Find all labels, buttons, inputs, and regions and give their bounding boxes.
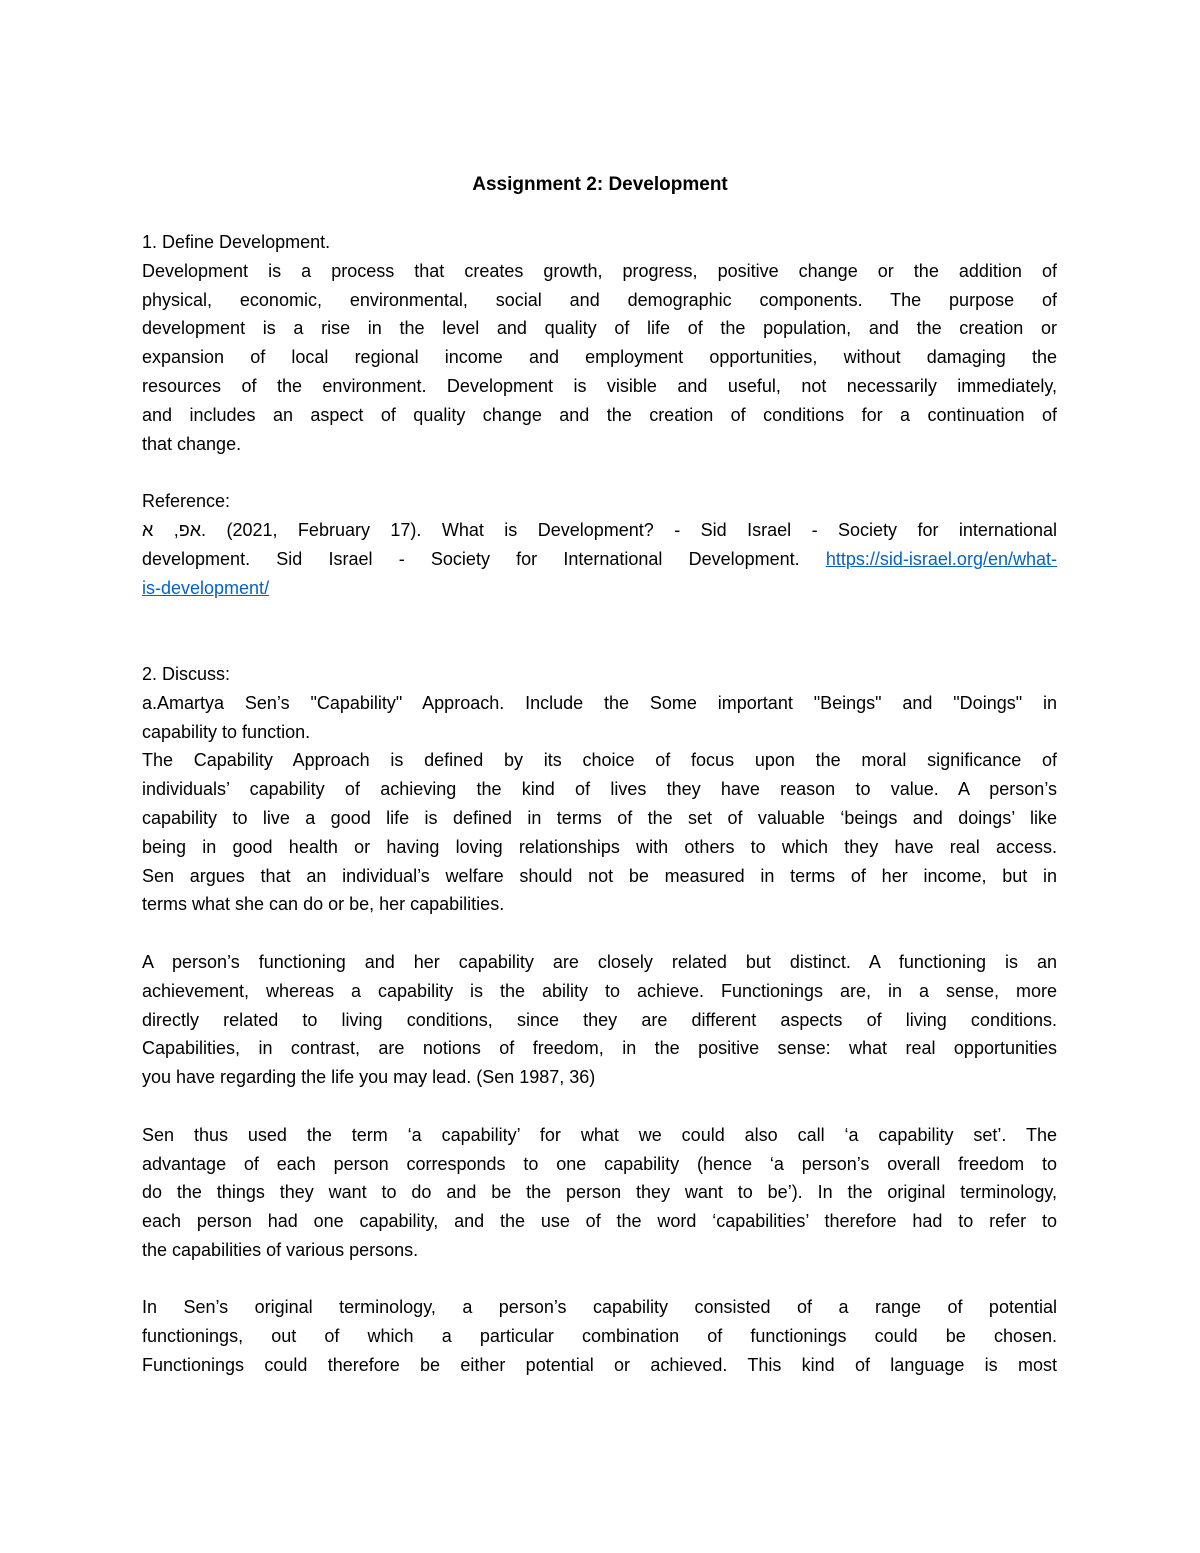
line-text: capability to live a good life is defined in terms of the set of valuable ‘beings and doings’ like [142,807,1057,828]
text-line [142,343,1057,372]
line-text: expansion of local regional income and employment opportunities, without damaging the [142,347,1057,368]
line-text: directly related to living conditions, since they are different aspects of living conditions. [142,1009,1057,1030]
line-text: individuals’ capability of achieving the kind of lives they have reason to value. A person’s [142,779,1057,800]
text-line [142,977,1057,1006]
line-text: the capabilities of various persons. [142,1239,419,1260]
text-line [142,631,1057,660]
text-line [142,660,1057,689]
text-line [142,1150,1057,1179]
text-line [142,1092,1057,1121]
line-text: advantage of each person corresponds to one capability (hence ‘a person’s overall freedom to [142,1153,1057,1174]
text-line [142,718,1057,747]
line-text: that change. [142,433,242,454]
line-text: being in good health or having loving relationships with others to which they have real access. [142,836,1057,857]
line-text: you have regarding the life you may lead. (Sen 1987, 36) [142,1067,596,1088]
reference-link[interactable]: https://sid-israel.org/en/what- [825,548,1057,569]
text-line [142,228,1057,257]
text-line [142,1006,1057,1035]
text-line [142,775,1057,804]
text-line [142,919,1057,948]
line-text: The Capability Approach is defined by its choice of focus upon the moral significance of [142,750,1057,771]
line-text: development is a rise in the level and quality of life of the population, and the creation or [142,318,1057,339]
line-text: Development is a process that creates growth, progress, positive change or the addition of [142,260,1057,281]
line-text: Capabilities, in contrast, are notions of freedom, in the positive sense: what real opportunities [142,1038,1057,1059]
text-line [142,314,1057,343]
text-line [142,689,1057,718]
line-text: a.Amartya Sen’s "Capability" Approach. Include the Some important "Beings" and "Doings" in [142,692,1057,713]
line-text: א ,פא. (2021, February 17). What is Development? - Sid Israel - Society for international [142,519,1057,540]
line-text: capability to function. [142,721,311,742]
text-line [142,257,1057,286]
line-text: Functionings could therefore be either potential or achieved. This kind of language is most [142,1355,1057,1376]
text-line [142,545,1057,574]
text-line [142,1178,1057,1207]
text-line [142,1236,1057,1265]
text-line [142,401,1057,430]
document-title: Assignment 2: Development [472,174,728,195]
line-text: achievement, whereas a capability is the ability to achieve. Functionings are, in a sense, more [142,980,1057,1001]
line-text: 1. Define Development. [142,232,331,252]
text-line [142,746,1057,775]
text-line [142,1293,1057,1322]
line-text: A person’s functioning and her capability are closely related but distinct. A functioning is an [142,951,1057,972]
text-line [142,602,1057,631]
document-body [142,228,1057,1380]
text-line [142,833,1057,862]
text-line [142,286,1057,315]
text-line [142,1121,1057,1150]
line-text: functionings, out of which a particular combination of functionings could be chosen. [142,1326,1057,1347]
line-text: Sen thus used the term ‘a capability’ for what we could also call ‘a capability set’. The [142,1124,1057,1145]
text-line [142,1034,1057,1063]
line-text: resources of the environment. Development is visible and useful, not necessarily immediately, [142,375,1057,396]
text-line [142,890,1057,919]
text-line [142,1351,1057,1380]
line-text: 2. Discuss: [142,663,231,684]
line-text: do the things they want to do and be the person they want to be’). In the original terminology, [142,1182,1057,1203]
text-line [142,458,1057,487]
line-text: Reference: [142,491,231,512]
line-text: each person had one capability, and the use of the word ‘capabilities’ therefore had to refer to [142,1211,1057,1232]
text-line [142,804,1057,833]
text-line [142,1265,1057,1294]
text-line [142,862,1057,891]
text-line [142,487,1057,516]
text-line [142,574,1057,603]
text-line [142,1207,1057,1236]
text-line [142,516,1057,545]
line-text: terms what she can do or be, her capabilities. [142,894,505,915]
line-text: and includes an aspect of quality change and the creation of conditions for a continuation of [142,404,1057,425]
line-text: Sen argues that an individual’s welfare should not be measured in terms of her income, but in [142,865,1057,886]
line-text: In Sen’s original terminology, a person’s capability consisted of a range of potential [142,1297,1057,1318]
text-line [142,1322,1057,1351]
text-line [142,372,1057,401]
text-line [142,430,1057,459]
line-text: physical, economic, environmental, social and demographic components. The purpose of [142,289,1057,310]
line-text: development. Sid Israel - Society for International Development. [142,548,826,569]
text-line [142,948,1057,977]
text-line [142,1063,1057,1092]
reference-link[interactable]: is-development/ [142,577,270,598]
